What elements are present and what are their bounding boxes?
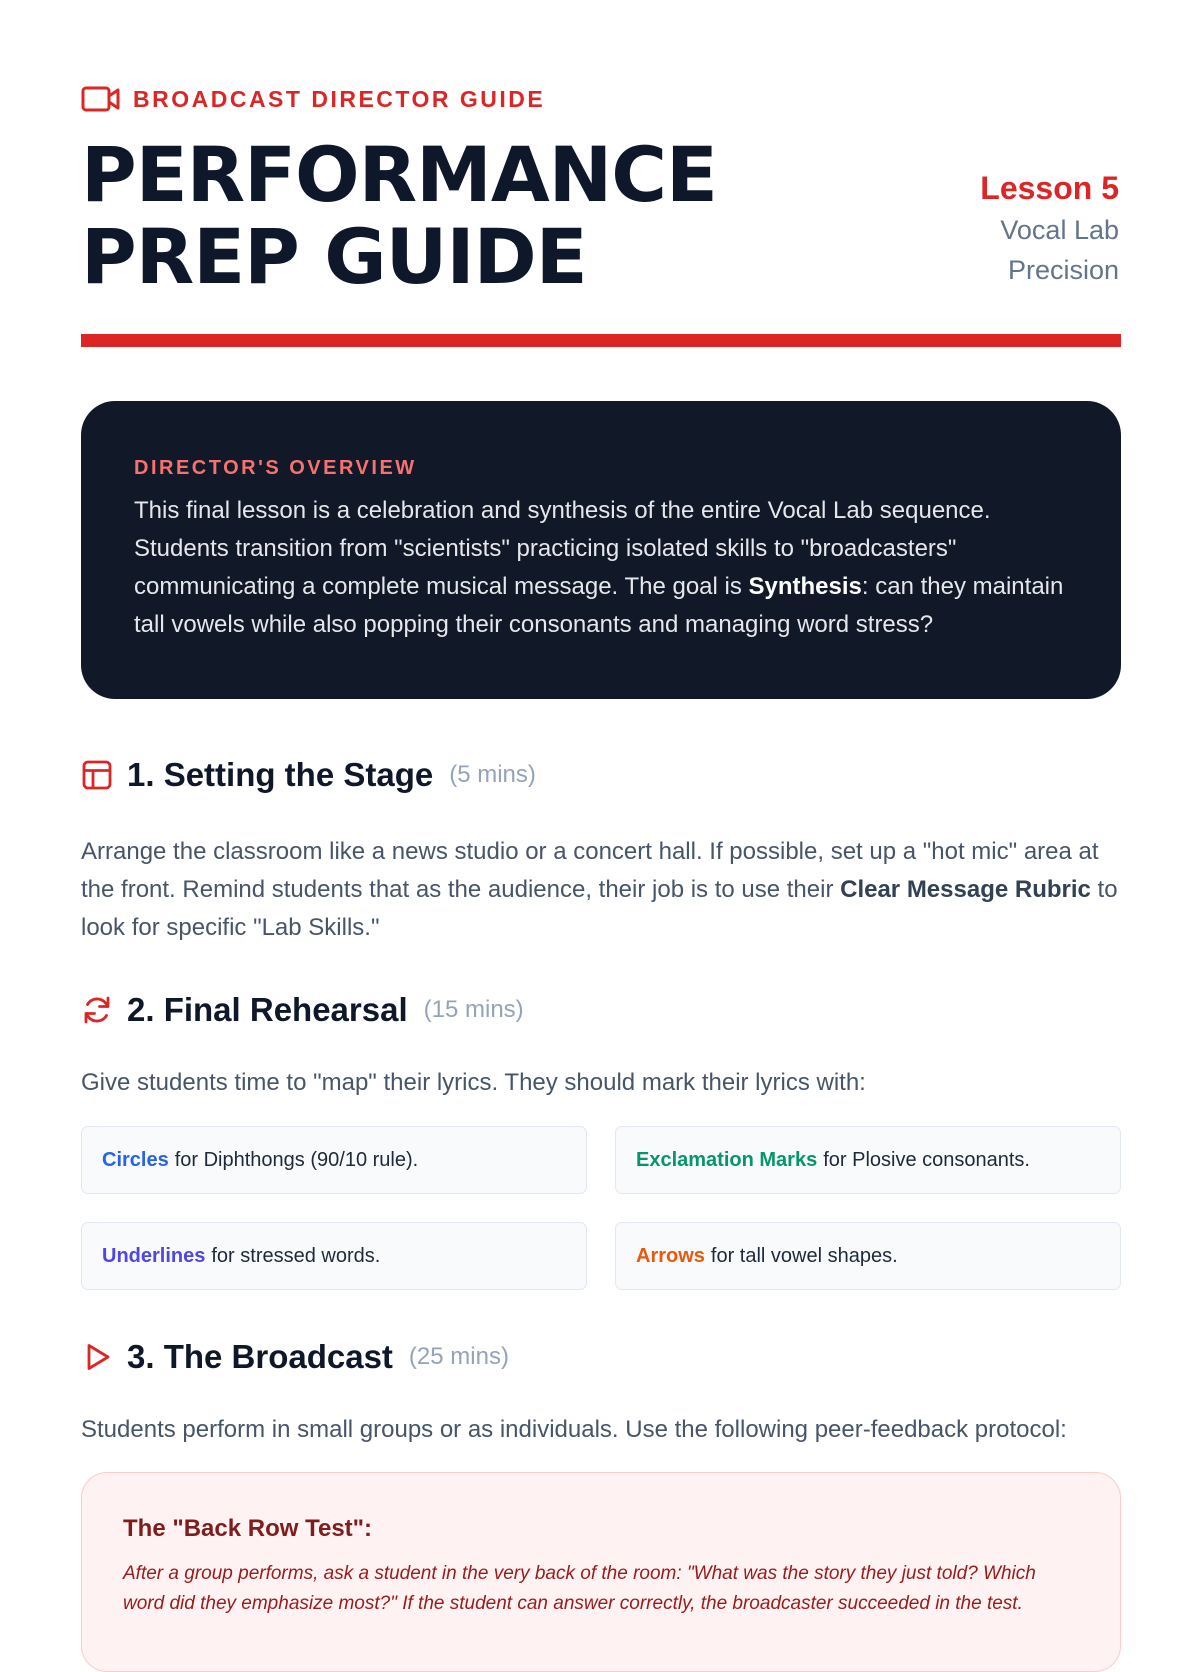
overview-text-end: : can they maintain tall vowels while also popping their consonants and managing word stress? xyxy=(134,573,1064,638)
overview-text xyxy=(134,492,1067,644)
header-divider xyxy=(81,334,1121,347)
section-setting-stage-header xyxy=(81,756,536,794)
section-title: 2. Final Rehearsal xyxy=(127,991,408,1028)
title-line-2: PREP GUIDE xyxy=(81,212,587,301)
section-broadcast-text: Students perform in small groups or as individuals. Use the following peer-feedback protocol: xyxy=(81,1416,1067,1443)
tip-text: for Diphthongs (90/10 rule). xyxy=(174,1148,419,1171)
layout-icon xyxy=(81,759,113,791)
tip-keyword: Underlines xyxy=(102,1244,206,1267)
unit-line-2: Precision xyxy=(1007,255,1119,285)
tip-keyword: Exclamation Marks xyxy=(636,1148,818,1171)
section-text-start: Arrange the classroom like a news studio or a concert hall. If possible, set up a "hot mic" area at the front. Remind students that as the audience, their job is to use their xyxy=(81,838,1099,903)
tip-text: for tall vowel shapes. xyxy=(710,1244,898,1267)
tip-card-exclamation xyxy=(615,1126,1121,1194)
video-camera-icon xyxy=(81,84,121,114)
overview-label: DIRECTOR'S OVERVIEW xyxy=(134,457,417,479)
page-title xyxy=(81,130,841,301)
director-overview-card xyxy=(81,401,1121,699)
tip-text: for stressed words. xyxy=(211,1244,381,1267)
section-setting-stage-text xyxy=(81,833,1121,947)
refresh-icon xyxy=(81,994,113,1026)
section-title: 3. The Broadcast xyxy=(127,1338,393,1375)
tip-keyword: Arrows xyxy=(636,1244,705,1267)
tip-card-underlines xyxy=(81,1222,587,1290)
section-duration: (25 mins) xyxy=(408,1343,509,1370)
title-line-1: PERFORMANCE xyxy=(81,130,717,219)
rubric-emphasis: Clear Message Rubric xyxy=(840,876,1091,903)
unit-name xyxy=(980,210,1119,290)
tip-card-arrows xyxy=(615,1222,1121,1290)
tip-text: for Plosive consonants. xyxy=(823,1148,1030,1171)
lesson-number: Lesson 5 xyxy=(980,170,1119,206)
section-final-rehearsal-text: Give students time to "map" their lyrics. They should mark their lyrics with: xyxy=(81,1069,866,1096)
section-text-end: to look for specific "Lab Skills." xyxy=(81,876,1118,941)
tip-keyword: Circles xyxy=(102,1148,169,1171)
section-duration: (15 mins) xyxy=(423,996,524,1023)
section-broadcast-header xyxy=(81,1338,509,1376)
section-final-rehearsal-header xyxy=(81,991,524,1029)
overview-text-start: This final lesson is a celebration and synthesis of the entire Vocal Lab sequence. Students transition from "scientists" practicing isolated skills to "broadcasters" communicating a complete musical message. The goal is xyxy=(134,497,991,600)
unit-line-1: Vocal Lab xyxy=(1000,215,1119,245)
back-row-test-callout xyxy=(81,1472,1121,1672)
guide-eyebrow xyxy=(81,84,545,114)
callout-title: The "Back Row Test": xyxy=(123,1515,373,1542)
callout-text: After a group performs, ask a student in the very back of the room: "What was the story they just told? Which word did they emphasize most?" If the student can answer correctly, the broadcaster succeeded in the test. xyxy=(123,1563,1036,1614)
section-title: 1. Setting the Stage xyxy=(127,756,434,793)
overview-emphasis: Synthesis xyxy=(748,573,862,600)
section-duration: (5 mins) xyxy=(449,761,536,788)
tip-card-circles xyxy=(81,1126,587,1194)
eyebrow-label: BROADCAST DIRECTOR GUIDE xyxy=(133,85,546,112)
play-icon xyxy=(81,1341,113,1373)
lesson-meta xyxy=(980,168,1119,290)
